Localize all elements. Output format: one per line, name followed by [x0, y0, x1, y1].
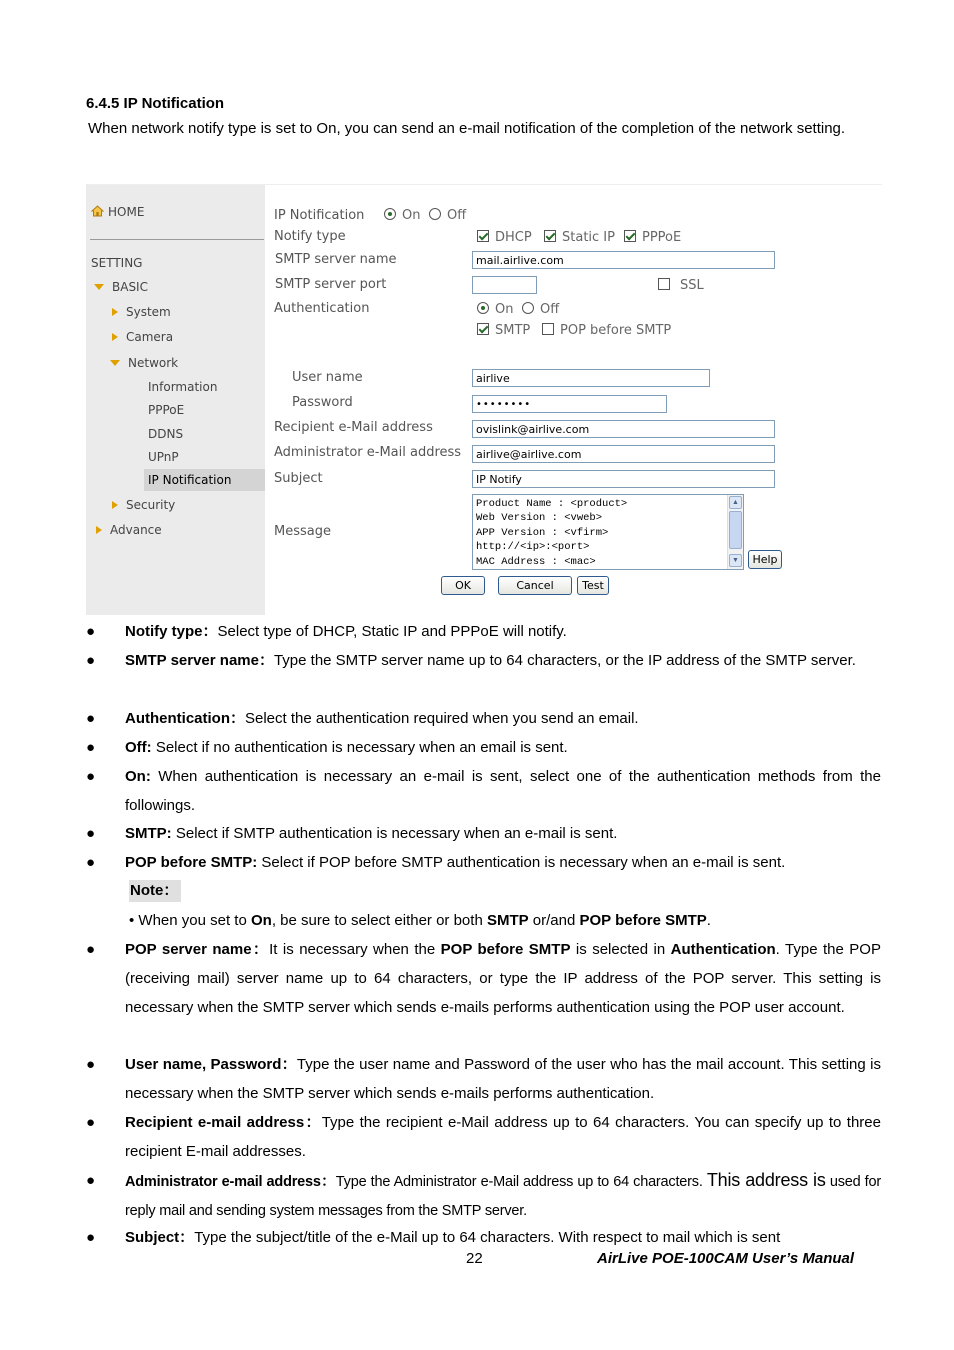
bullet-dot: ● [86, 1172, 96, 1189]
recipient-email-label: Recipient e-Mail address [274, 420, 433, 435]
subject-input[interactable]: IP Notify [472, 470, 775, 488]
scroll-up-icon[interactable]: ▲ [729, 496, 742, 509]
checkbox-icon [542, 323, 554, 335]
sidebar-item-camera[interactable]: Camera [112, 330, 173, 344]
administrator-email-label: Administrator e-Mail address [274, 445, 462, 460]
sidebar-item-upnp[interactable]: UPnP [148, 450, 179, 464]
expand-arrow-icon [110, 360, 120, 366]
notify-type-label: Notify type [274, 229, 346, 244]
sidebar-item-setting[interactable]: SETTING [91, 256, 143, 270]
sidebar-item-basic[interactable]: BASIC [94, 280, 148, 294]
collapse-arrow-icon [112, 333, 118, 341]
checkbox-checked-icon [477, 323, 489, 335]
collapse-arrow-icon [112, 308, 118, 316]
ip-notification-screenshot [86, 184, 882, 615]
ip-notification-on-radio[interactable]: On [384, 208, 420, 223]
radio-selected-icon [477, 302, 489, 314]
user-name-input[interactable]: airlive [472, 369, 710, 387]
sidebar-item-security[interactable]: Security [112, 498, 175, 512]
bullet-dot: ● [86, 710, 96, 727]
sidebar-item-information[interactable]: Information [148, 380, 218, 394]
expand-arrow-icon [94, 284, 104, 290]
bullet-dot: ● [86, 739, 96, 756]
smtp-server-name-label: SMTP server name [275, 252, 397, 267]
bullet-dot: ● [86, 1114, 96, 1131]
ip-notification-off-radio[interactable]: Off [429, 208, 466, 223]
collapse-arrow-icon [112, 501, 118, 509]
sidebar-item-home[interactable]: HOME [91, 205, 144, 219]
static-ip-checkbox[interactable]: Static IP [544, 230, 615, 245]
sidebar-item-ip-notification[interactable]: IP Notification [148, 473, 232, 487]
bullet-dot: ● [86, 1056, 96, 1073]
sidebar-nav [86, 185, 265, 615]
pppoe-checkbox[interactable]: PPPoE [624, 230, 681, 245]
bullet-dot: ● [86, 825, 96, 842]
checkbox-checked-icon [544, 230, 556, 242]
message-text: Product Name : <product> Web Version : <vweb> APP Version : <vfirm> http://<ip>:<port> MAC Address : <mac> [476, 498, 628, 568]
pop-before-smtp-checkbox[interactable]: POP before SMTP [542, 323, 671, 338]
note-text: • When you set to On, be sure to select either or both SMTP or/and POP before SMTP. [129, 912, 711, 929]
sidebar-item-pppoe[interactable]: PPPoE [148, 403, 185, 417]
dhcp-checkbox[interactable]: DHCP [477, 230, 532, 245]
sidebar-item-ddns[interactable]: DDNS [148, 427, 184, 441]
checkbox-checked-icon [624, 230, 636, 242]
radio-icon [429, 208, 441, 220]
ok-button[interactable]: OK [441, 576, 485, 595]
radio-icon [522, 302, 534, 314]
administrator-email-input[interactable]: airlive@airlive.com [472, 445, 775, 463]
auth-off-radio[interactable]: Off [522, 302, 559, 317]
auth-on-radio[interactable]: On [477, 302, 513, 317]
authentication-label: Authentication [274, 301, 370, 316]
smtp-server-port-input[interactable] [472, 276, 537, 294]
section-heading: 6.4.5 IP Notification [86, 95, 225, 112]
message-textarea[interactable] [472, 494, 744, 570]
password-input[interactable]: •••••••• [472, 395, 667, 413]
sidebar-item-advance[interactable]: Advance [96, 523, 162, 537]
scroll-thumb[interactable] [729, 511, 742, 549]
ip-notification-label: IP Notification [274, 208, 365, 223]
manual-title: AirLive POE-100CAM User’s Manual [597, 1250, 855, 1267]
message-scrollbar[interactable] [727, 495, 743, 569]
scroll-down-icon[interactable]: ▼ [729, 554, 742, 567]
recipient-email-input[interactable]: ovislink@airlive.com [472, 420, 775, 438]
bullet-dot: ● [86, 941, 96, 958]
radio-selected-icon [384, 208, 396, 220]
collapse-arrow-icon [96, 526, 102, 534]
message-label: Message [274, 524, 331, 539]
checkbox-checked-icon [477, 230, 489, 242]
bullet-dot: ● [86, 768, 96, 785]
note-label: Note： [129, 880, 181, 902]
bullet-dot: ● [86, 854, 96, 871]
sidebar-item-system[interactable]: System [112, 305, 171, 319]
smtp-server-port-label: SMTP server port [275, 277, 387, 292]
home-icon [91, 205, 104, 217]
help-button[interactable]: Help [748, 550, 782, 569]
cancel-button[interactable]: Cancel [498, 576, 572, 595]
test-button[interactable]: Test [577, 576, 609, 595]
page-number: 22 [466, 1250, 483, 1267]
checkbox-icon [658, 278, 670, 290]
sidebar-item-network[interactable]: Network [110, 356, 178, 370]
bullet-dot: ● [86, 652, 96, 669]
intro-paragraph: When network notify type is set to On, you can send an e-mail notification of the completion of the network setting. [88, 120, 846, 137]
smtp-auth-checkbox[interactable]: SMTP [477, 323, 530, 338]
bullet-dot: ● [86, 623, 96, 640]
smtp-server-name-input[interactable]: mail.airlive.com [472, 251, 775, 269]
subject-label: Subject [274, 471, 323, 486]
password-label: Password [292, 395, 353, 410]
bullet-dot: ● [86, 1229, 96, 1246]
ssl-checkbox[interactable]: SSL [658, 278, 704, 293]
nav-divider [90, 239, 264, 240]
user-name-label: User name [292, 370, 363, 385]
